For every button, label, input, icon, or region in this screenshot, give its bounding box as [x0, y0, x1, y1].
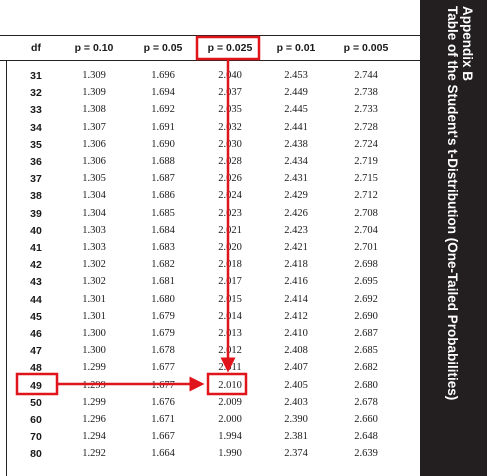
cell-p-005: 1.683 — [151, 242, 175, 253]
cell-p-001: 2.445 — [284, 104, 308, 116]
appendix-label: Appendix B — [460, 6, 475, 82]
header-p-010: p = 0.10 — [74, 42, 114, 54]
cell-df: 44 — [30, 293, 42, 306]
table-row — [0, 429, 420, 445]
cell-df: 38 — [30, 190, 42, 203]
cell-p-010: 1.309 — [82, 70, 106, 81]
cell-df: 34 — [30, 121, 42, 134]
cell-p-010: 1.307 — [82, 121, 106, 133]
cell-p-001: 2.381 — [284, 431, 308, 443]
header-p-0025: p = 0.025 — [207, 42, 253, 54]
cell-p-001: 2.438 — [284, 138, 308, 150]
table-row — [0, 326, 420, 342]
cell-p-0025: 2.018 — [218, 259, 242, 271]
cell-df: 80 — [30, 448, 42, 461]
cell-p-010: 1.300 — [82, 345, 106, 357]
cell-p-005: 1.667 — [151, 431, 175, 443]
cell-p-0005: 2.738 — [354, 87, 378, 99]
cell-p-010: 1.299 — [82, 379, 106, 391]
cell-p-005: 1.696 — [151, 70, 175, 81]
cell-p-0025: 2.026 — [218, 173, 242, 185]
cell-p-010: 1.308 — [82, 104, 106, 116]
cell-df: 45 — [30, 310, 42, 323]
cell-p-0005: 2.685 — [354, 345, 378, 357]
cell-p-005: 1.687 — [151, 173, 175, 185]
cell-df: 35 — [30, 138, 42, 151]
table-row — [0, 102, 420, 118]
cell-p-005: 1.678 — [151, 345, 175, 357]
header-top-rule — [0, 35, 420, 36]
cell-p-001: 2.421 — [284, 242, 308, 253]
cell-p-010: 1.299 — [82, 362, 106, 374]
cell-df: 46 — [30, 328, 42, 340]
table-row — [0, 378, 420, 394]
cell-p-0005: 2.724 — [354, 138, 378, 150]
cell-df: 47 — [30, 345, 42, 358]
header-bottom-rule — [0, 60, 420, 61]
cell-p-005: 1.679 — [151, 328, 175, 339]
cell-p-001: 2.429 — [284, 190, 308, 202]
cell-p-0025: 2.014 — [218, 310, 242, 322]
cell-p-0025: 2.013 — [218, 328, 242, 339]
cell-df: 31 — [30, 70, 42, 82]
cell-p-0005: 2.712 — [354, 190, 378, 202]
cell-p-001: 2.453 — [284, 70, 308, 81]
cell-p-010: 1.304 — [82, 207, 106, 219]
cell-df: 32 — [30, 87, 42, 100]
cell-p-0005: 2.692 — [354, 293, 378, 305]
table-row — [0, 446, 420, 462]
cell-p-001: 2.412 — [284, 310, 308, 322]
cell-p-0005: 2.639 — [354, 448, 378, 460]
cell-p-0025: 1.994 — [218, 431, 242, 443]
appendix-title: Table of the Student's t-Distribution (One-Tailed Probabilities) — [445, 6, 460, 401]
appendix-side-band — [420, 0, 487, 476]
header-p-0005: p = 0.005 — [343, 42, 389, 54]
cell-df: 33 — [30, 104, 42, 117]
cell-df: 50 — [30, 396, 42, 409]
cell-p-010: 1.301 — [82, 310, 106, 322]
cell-p-001: 2.414 — [284, 293, 308, 305]
cell-df: 70 — [30, 431, 42, 444]
table-row — [0, 85, 420, 101]
cell-p-010: 1.306 — [82, 138, 106, 150]
cell-p-0005: 2.698 — [354, 259, 378, 271]
cell-p-0025: 2.009 — [218, 396, 242, 408]
cell-p-0025: 2.017 — [218, 276, 242, 288]
cell-p-001: 2.449 — [284, 87, 308, 99]
cell-p-001: 2.434 — [284, 156, 308, 167]
table-row — [0, 206, 420, 222]
cell-p-005: 1.690 — [151, 138, 175, 150]
cell-p-010: 1.302 — [82, 259, 106, 271]
table-row — [0, 343, 420, 359]
cell-p-0005: 2.728 — [354, 121, 378, 133]
cell-p-005: 1.680 — [151, 293, 175, 305]
cell-p-0005: 2.687 — [354, 328, 378, 339]
cell-p-010: 1.302 — [82, 276, 106, 288]
cell-p-0025: 2.023 — [218, 207, 242, 219]
cell-p-0005: 2.648 — [354, 431, 378, 443]
table-row — [0, 274, 420, 290]
cell-p-005: 1.685 — [151, 207, 175, 219]
cell-p-0005: 2.682 — [354, 362, 378, 374]
cell-p-0025: 2.020 — [218, 242, 242, 253]
cell-p-0025: 2.040 — [218, 70, 242, 81]
cell-p-001: 2.407 — [284, 362, 308, 374]
cell-p-0005: 2.660 — [354, 414, 378, 425]
cell-p-010: 1.299 — [82, 396, 106, 408]
cell-p-010: 1.294 — [82, 431, 106, 443]
cell-p-001: 2.431 — [284, 173, 308, 185]
appendix-heading — [445, 6, 475, 400]
cell-df: 48 — [30, 362, 42, 375]
cell-p-010: 1.306 — [82, 156, 106, 167]
cell-df: 36 — [30, 156, 42, 168]
cell-p-0005: 2.680 — [354, 379, 378, 391]
header-p-001: p = 0.01 — [276, 42, 316, 54]
cell-p-001: 2.408 — [284, 345, 308, 357]
cell-p-0025: 2.021 — [218, 224, 242, 236]
header-p-005: p = 0.05 — [143, 42, 183, 54]
cell-p-001: 2.374 — [284, 448, 308, 460]
cell-p-0025: 2.012 — [218, 345, 242, 357]
cell-p-0005: 2.715 — [354, 173, 378, 185]
cell-p-0025: 2.037 — [218, 87, 242, 99]
cell-p-0005: 2.733 — [354, 104, 378, 116]
cell-p-0025: 2.010 — [218, 379, 242, 391]
cell-p-001: 2.403 — [284, 396, 308, 408]
cell-p-010: 1.309 — [82, 87, 106, 99]
table-row — [0, 240, 420, 256]
cell-df: 43 — [30, 276, 42, 289]
table-row — [0, 395, 420, 411]
cell-p-0005: 2.690 — [354, 310, 378, 322]
cell-df: 60 — [30, 414, 42, 426]
cell-p-001: 2.410 — [284, 328, 308, 339]
cell-p-001: 2.423 — [284, 224, 308, 236]
cell-p-0025: 2.024 — [218, 190, 242, 202]
cell-p-0025: 2.011 — [218, 362, 242, 374]
cell-p-010: 1.304 — [82, 190, 106, 202]
cell-p-005: 1.676 — [151, 396, 175, 408]
cell-p-005: 1.664 — [151, 448, 175, 460]
cell-p-005: 1.694 — [151, 87, 175, 99]
table-row — [0, 188, 420, 204]
cell-p-005: 1.677 — [151, 362, 175, 374]
cell-p-0005: 2.704 — [354, 224, 378, 236]
cell-p-001: 2.405 — [284, 379, 308, 391]
table-row — [0, 68, 420, 84]
cell-p-0025: 1.990 — [218, 448, 242, 460]
cell-p-005: 1.692 — [151, 104, 175, 116]
cell-p-010: 1.296 — [82, 414, 106, 425]
cell-p-0005: 2.701 — [354, 242, 378, 253]
cell-p-0025: 2.032 — [218, 121, 242, 133]
cell-p-0005: 2.678 — [354, 396, 378, 408]
cell-p-005: 1.691 — [151, 121, 175, 133]
table-row — [0, 171, 420, 187]
cell-df: 42 — [30, 259, 42, 272]
cell-df: 39 — [30, 207, 42, 220]
cell-p-005: 1.679 — [151, 310, 175, 322]
table-row — [0, 309, 420, 325]
cell-p-0005: 2.744 — [354, 70, 378, 81]
cell-p-0005: 2.695 — [354, 276, 378, 288]
cell-p-0025: 2.030 — [218, 138, 242, 150]
cell-p-001: 2.418 — [284, 259, 308, 271]
cell-p-0005: 2.708 — [354, 207, 378, 219]
cell-p-010: 1.303 — [82, 224, 106, 236]
cell-df: 41 — [30, 242, 42, 254]
cell-p-005: 1.681 — [151, 276, 175, 288]
cell-p-0025: 2.015 — [218, 293, 242, 305]
cell-p-005: 1.671 — [151, 414, 175, 425]
cell-p-005: 1.686 — [151, 190, 175, 202]
cell-p-001: 2.390 — [284, 414, 308, 425]
table-row — [0, 412, 420, 428]
table-row — [0, 120, 420, 136]
table-row — [0, 137, 420, 153]
table-row — [0, 223, 420, 239]
cell-p-010: 1.292 — [82, 448, 106, 460]
table-row — [0, 154, 420, 170]
table-row — [0, 360, 420, 376]
cell-p-005: 1.682 — [151, 259, 175, 271]
cell-p-0005: 2.719 — [354, 156, 378, 167]
cell-p-010: 1.305 — [82, 173, 106, 185]
cell-p-001: 2.426 — [284, 207, 308, 219]
cell-p-005: 1.677 — [151, 379, 175, 391]
cell-p-001: 2.441 — [284, 121, 308, 133]
table-row — [0, 257, 420, 273]
table-row — [0, 292, 420, 308]
cell-df: 49 — [30, 379, 42, 392]
cell-p-005: 1.688 — [151, 156, 175, 167]
cell-p-0025: 2.000 — [218, 414, 242, 425]
cell-df: 40 — [30, 224, 42, 237]
cell-df: 37 — [30, 173, 42, 186]
cell-p-0025: 2.028 — [218, 156, 242, 167]
header-df: df — [31, 42, 41, 54]
cell-p-010: 1.300 — [82, 328, 106, 339]
cell-p-010: 1.301 — [82, 293, 106, 305]
cell-p-010: 1.303 — [82, 242, 106, 253]
cell-p-0025: 2.035 — [218, 104, 242, 116]
cell-p-005: 1.684 — [151, 224, 175, 236]
cell-p-001: 2.416 — [284, 276, 308, 288]
